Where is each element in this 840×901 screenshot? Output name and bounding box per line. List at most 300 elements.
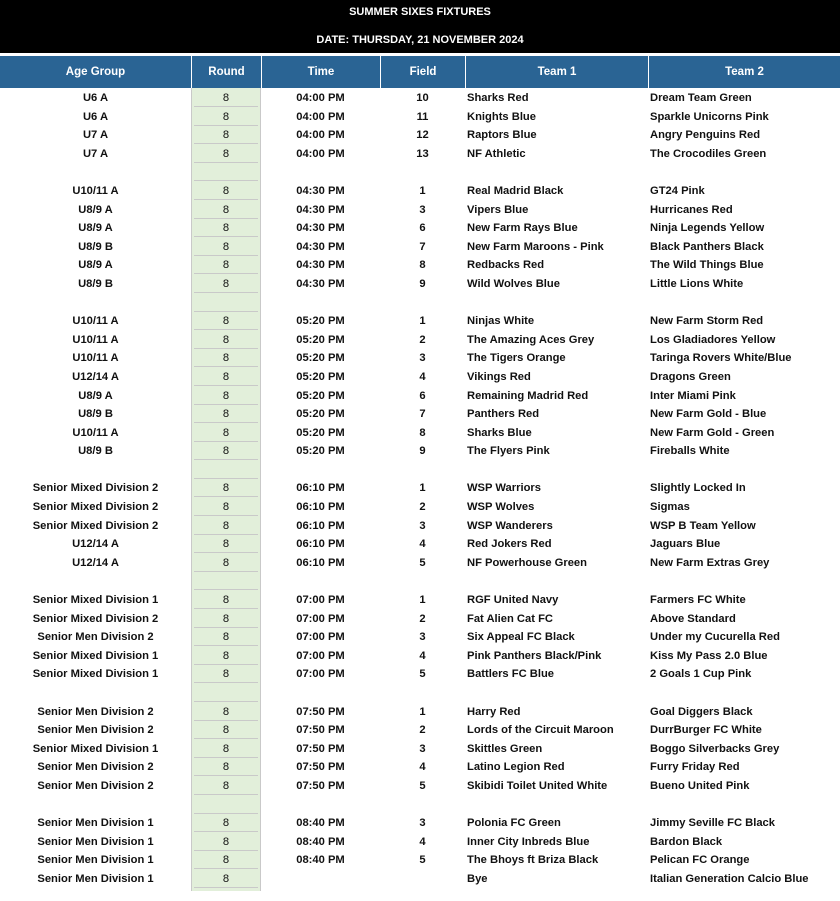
age-group-cell[interactable] [0, 294, 191, 313]
age-group-cell[interactable]: U12/14 A [72, 538, 119, 551]
age-group-cell[interactable] [0, 684, 191, 703]
field-cell[interactable]: 3 [419, 203, 426, 216]
time-cell[interactable]: 04:30 PM [296, 259, 345, 272]
time-cell[interactable] [261, 294, 380, 313]
team-2-cell[interactable]: WSP B Team Yellow [650, 519, 756, 532]
round-cell[interactable] [191, 145, 261, 164]
age-group-cell[interactable]: Senior Men Division 1 [37, 817, 154, 830]
field-cell[interactable]: 10 [416, 92, 429, 104]
team-2-cell[interactable]: The Crocodiles Green [650, 147, 767, 160]
round-cell[interactable] [191, 424, 261, 443]
field-cell[interactable]: 1 [419, 594, 426, 607]
team-1-cell[interactable]: WSP Wanderers [467, 519, 553, 532]
field-cell[interactable]: 5 [419, 779, 426, 792]
header-team-2[interactable]: Team 2 [648, 56, 840, 88]
time-cell[interactable]: 06:10 PM [296, 482, 345, 495]
team-1-cell[interactable]: Latino Legion Red [467, 761, 565, 774]
round-cell[interactable] [191, 591, 261, 610]
field-cell[interactable]: 11 [416, 110, 429, 123]
team-2-cell[interactable]: 2 Goals 1 Cup Pink [650, 668, 752, 681]
age-group-cell[interactable]: U10/11 A [72, 352, 119, 365]
team-1-cell[interactable]: Real Madrid Black [467, 184, 564, 197]
time-cell[interactable]: 08:40 PM [296, 854, 345, 867]
team-1-cell[interactable]: Vikings Red [467, 370, 531, 383]
round-cell[interactable] [191, 554, 261, 573]
field-cell[interactable] [380, 870, 465, 889]
team-2-cell[interactable]: Goal Diggers Black [650, 705, 753, 718]
field-cell[interactable]: 1 [419, 184, 426, 197]
field-cell[interactable]: 2 [419, 612, 426, 625]
team-2-cell[interactable]: Ninja Legends Yellow [650, 222, 765, 235]
time-cell[interactable]: 07:50 PM [296, 761, 345, 774]
round-cell[interactable] [191, 814, 261, 833]
round-cell[interactable] [191, 610, 261, 629]
round-value: 8 [194, 535, 258, 553]
time-cell[interactable]: 04:30 PM [296, 203, 345, 216]
age-group-cell[interactable]: U8/9 B [78, 277, 113, 290]
time-cell[interactable]: 07:50 PM [296, 705, 345, 718]
age-group-cell[interactable] [0, 163, 191, 182]
table-row [0, 851, 840, 870]
round-cell[interactable] [191, 703, 261, 722]
table-row [0, 870, 840, 889]
team-2-cell[interactable]: Furry Friday Red [650, 761, 740, 774]
age-group-cell[interactable]: U8/9 A [78, 203, 113, 216]
round-cell[interactable] [191, 833, 261, 852]
team-2-cell[interactable]: Angry Penguins Red [650, 129, 761, 142]
age-group-cell[interactable]: Senior Men Division 1 [37, 872, 154, 885]
age-group-cell[interactable]: Senior Men Division 1 [37, 835, 154, 848]
round-value: 8 [194, 610, 258, 628]
time-cell[interactable] [261, 163, 380, 182]
team-1-cell[interactable]: Red Jokers Red [467, 538, 552, 551]
time-cell[interactable]: 05:20 PM [296, 315, 345, 328]
team-1-cell[interactable]: NF Powerhouse Green [467, 556, 587, 569]
team-2-cell[interactable]: Kiss My Pass 2.0 Blue [650, 649, 768, 662]
team-1-cell[interactable]: Knights Blue [467, 110, 536, 123]
team-1-cell[interactable]: Skittles Green [467, 742, 543, 755]
field-cell[interactable]: 3 [419, 817, 426, 830]
round-cell[interactable] [191, 349, 261, 368]
field-cell[interactable]: 3 [419, 352, 426, 365]
team-1-cell[interactable]: Raptors Blue [467, 129, 537, 142]
field-cell[interactable]: 13 [416, 147, 429, 160]
team-2-cell[interactable]: DurrBurger FC White [650, 724, 762, 737]
field-cell[interactable]: 9 [419, 445, 426, 458]
time-cell[interactable]: 07:50 PM [296, 779, 345, 792]
age-group-cell[interactable]: U8/9 B [78, 445, 113, 458]
header-time[interactable]: Time [261, 56, 380, 88]
team-1-cell[interactable]: Sharks Red [467, 92, 529, 104]
table-row [0, 182, 840, 201]
age-group-cell[interactable]: U8/9 A [78, 222, 113, 235]
time-cell[interactable]: 05:20 PM [296, 408, 345, 421]
round-cell[interactable] [191, 256, 261, 275]
team-2-cell[interactable]: Los Gladiadores Yellow [650, 333, 776, 346]
team-2-cell[interactable]: Bueno United Pink [650, 779, 750, 792]
age-group-cell[interactable]: U10/11 A [72, 333, 119, 346]
age-group-cell[interactable]: U6 A [82, 92, 109, 104]
age-group-cell[interactable]: U7 A [82, 147, 109, 160]
round-value: 8 [194, 201, 258, 219]
round-cell[interactable] [191, 312, 261, 331]
team-2-cell[interactable]: Pelican FC Orange [650, 854, 750, 867]
team-1-cell[interactable]: The Flyers Pink [467, 445, 550, 458]
time-cell[interactable]: 05:20 PM [296, 370, 345, 383]
time-cell[interactable]: 06:10 PM [296, 556, 345, 569]
team-1-cell[interactable]: New Farm Maroons - Pink [467, 240, 604, 253]
age-group-cell[interactable]: Senior Mixed Division 1 [32, 649, 159, 662]
round-value [194, 796, 258, 814]
field-cell[interactable]: 3 [419, 519, 426, 532]
age-group-cell[interactable]: U8/9 A [78, 389, 113, 402]
team-2-cell[interactable]: Jaguars Blue [650, 538, 721, 551]
age-group-cell[interactable]: U8/9 A [78, 259, 113, 272]
table-row [0, 256, 840, 275]
round-value: 8 [194, 665, 258, 683]
field-cell[interactable]: 4 [419, 649, 426, 662]
round-cell[interactable] [191, 479, 261, 498]
team-2-cell[interactable]: Boggo Silverbacks Grey [650, 742, 780, 755]
field-cell[interactable]: 8 [419, 426, 426, 439]
field-cell[interactable]: 2 [419, 333, 426, 346]
round-value: 8 [194, 647, 258, 665]
table-row [0, 665, 840, 684]
round-value: 8 [194, 145, 258, 163]
team-2-cell[interactable]: Farmers FC White [650, 594, 746, 607]
team-2-cell[interactable]: GT24 Pink [650, 184, 705, 197]
time-cell[interactable]: 07:50 PM [296, 742, 345, 755]
time-cell[interactable]: 04:30 PM [296, 240, 345, 253]
round-value: 8 [194, 703, 258, 721]
time-cell[interactable] [261, 461, 380, 480]
round-value: 8 [194, 758, 258, 776]
field-cell[interactable]: 2 [419, 501, 426, 514]
team-2-cell[interactable]: Black Panthers Black [650, 240, 764, 253]
team-1-cell[interactable]: Wild Wolves Blue [467, 277, 560, 290]
round-value: 8 [194, 331, 258, 349]
team-1-cell[interactable]: Skibidi Toilet United White [467, 779, 608, 792]
team-2-cell[interactable]: New Farm Gold - Green [650, 426, 775, 439]
round-value: 8 [194, 349, 258, 367]
team-2-cell[interactable]: New Farm Storm Red [650, 315, 764, 328]
time-cell[interactable] [261, 870, 380, 889]
round-value: 8 [194, 870, 258, 888]
team-2-cell[interactable]: Little Lions White [650, 277, 744, 290]
age-group-cell[interactable]: U10/11 A [72, 426, 119, 439]
round-cell[interactable] [191, 535, 261, 554]
time-cell[interactable]: 05:20 PM [296, 389, 345, 402]
time-cell[interactable]: 04:00 PM [296, 92, 345, 104]
time-cell[interactable]: 06:10 PM [296, 519, 345, 532]
age-group-cell[interactable]: U10/11 A [72, 184, 119, 197]
field-cell[interactable] [380, 461, 465, 480]
round-cell[interactable] [191, 238, 261, 257]
team-1-cell[interactable]: New Farm Rays Blue [467, 222, 578, 235]
field-cell[interactable] [380, 163, 465, 182]
spacer-row [0, 294, 840, 313]
round-value: 8 [194, 833, 258, 851]
time-cell[interactable]: 06:10 PM [296, 538, 345, 551]
time-cell[interactable]: 05:20 PM [296, 445, 345, 458]
time-cell[interactable]: 04:30 PM [296, 277, 345, 290]
team-1-cell[interactable]: Pink Panthers Black/Pink [467, 649, 602, 662]
round-cell[interactable] [191, 665, 261, 684]
round-cell[interactable] [191, 108, 261, 127]
team-1-cell[interactable]: Inner City Inbreds Blue [467, 835, 590, 848]
team-1-cell[interactable]: Fat Alien Cat FC [467, 612, 553, 625]
table-row [0, 368, 840, 387]
time-cell[interactable] [261, 572, 380, 591]
team-2-cell[interactable]: New Farm Gold - Blue [650, 408, 767, 421]
field-cell[interactable]: 12 [416, 129, 429, 142]
team-1-cell[interactable]: Ninjas White [467, 315, 535, 328]
team-2-cell[interactable]: Bardon Black [650, 835, 723, 848]
team-1-cell[interactable]: Remaining Madrid Red [467, 389, 589, 402]
field-cell[interactable]: 5 [419, 668, 426, 681]
round-cell[interactable] [191, 387, 261, 406]
round-value [194, 163, 258, 181]
round-cell[interactable] [191, 182, 261, 201]
table-row [0, 126, 840, 145]
field-cell[interactable]: 1 [419, 482, 426, 495]
round-cell[interactable] [191, 721, 261, 740]
time-cell[interactable]: 04:00 PM [296, 110, 345, 123]
header-round[interactable]: Round [191, 56, 261, 88]
time-cell[interactable]: 04:30 PM [296, 222, 345, 235]
age-group-cell[interactable]: U8/9 B [78, 240, 113, 253]
spacer-row [0, 572, 840, 591]
table-row [0, 312, 840, 331]
round-cell[interactable] [191, 405, 261, 424]
round-cell[interactable] [191, 498, 261, 517]
age-group-cell[interactable]: Senior Men Division 2 [37, 631, 154, 644]
time-cell[interactable]: 04:00 PM [296, 129, 345, 142]
round-cell[interactable] [191, 275, 261, 294]
age-group-cell[interactable]: U12/14 A [72, 556, 119, 569]
table-row [0, 703, 840, 722]
time-cell[interactable] [261, 796, 380, 815]
age-group-cell[interactable]: Senior Men Division 2 [37, 761, 154, 774]
team-2-cell[interactable]: Sparkle Unicorns Pink [650, 110, 769, 123]
field-cell[interactable]: 5 [419, 854, 426, 867]
table-row [0, 647, 840, 666]
time-cell[interactable]: 05:20 PM [296, 426, 345, 439]
team-2-cell[interactable]: Taringa Rovers White/Blue [650, 352, 792, 365]
field-cell[interactable]: 1 [419, 315, 426, 328]
round-value: 8 [194, 721, 258, 739]
round-cell[interactable] [191, 647, 261, 666]
round-cell[interactable] [191, 758, 261, 777]
round-cell[interactable] [191, 684, 261, 703]
round-cell[interactable] [191, 572, 261, 591]
time-cell[interactable]: 05:20 PM [296, 352, 345, 365]
round-cell[interactable] [191, 740, 261, 759]
field-cell[interactable]: 8 [419, 259, 426, 272]
team-1-cell[interactable]: Sharks Blue [467, 426, 532, 439]
age-group-cell[interactable]: Senior Men Division 2 [37, 779, 154, 792]
team-1-cell[interactable]: Vipers Blue [467, 203, 529, 216]
time-cell[interactable]: 04:00 PM [296, 147, 345, 160]
field-cell[interactable]: 4 [419, 538, 426, 551]
age-group-cell[interactable]: Senior Mixed Division 2 [32, 519, 159, 532]
field-cell[interactable]: 2 [419, 724, 426, 737]
field-cell[interactable]: 1 [419, 705, 426, 718]
round-cell[interactable] [191, 796, 261, 815]
team-1-cell[interactable]: Polonia FC Green [467, 817, 561, 830]
round-cell[interactable] [191, 870, 261, 889]
team-1-cell[interactable]: Redbacks Red [467, 259, 545, 272]
round-cell[interactable] [191, 368, 261, 387]
table-row [0, 331, 840, 350]
table-row [0, 349, 840, 368]
round-cell[interactable] [191, 294, 261, 313]
field-cell[interactable]: 4 [419, 835, 426, 848]
round-cell[interactable] [191, 461, 261, 480]
team-2-cell[interactable]: New Farm Extras Grey [650, 556, 770, 569]
field-cell[interactable]: 3 [419, 742, 426, 755]
team-2-cell[interactable]: Hurricanes Red [650, 203, 733, 216]
round-value: 8 [194, 405, 258, 423]
round-value: 8 [194, 89, 258, 107]
header-field[interactable]: Field [380, 56, 465, 88]
round-cell[interactable] [191, 851, 261, 870]
field-cell[interactable] [380, 684, 465, 703]
age-group-cell[interactable]: Senior Mixed Division 2 [32, 482, 159, 495]
round-value: 8 [194, 238, 258, 256]
team-2-cell[interactable]: Under my Cucurella Red [650, 631, 780, 644]
age-group-cell[interactable]: Senior Mixed Division 1 [32, 742, 159, 755]
round-cell[interactable] [191, 331, 261, 350]
field-cell[interactable]: 7 [419, 408, 426, 421]
field-cell[interactable]: 4 [419, 761, 426, 774]
age-group-cell[interactable]: U7 A [82, 129, 109, 142]
team-2-cell[interactable]: Fireballs White [650, 445, 730, 458]
age-group-cell[interactable]: U10/11 A [72, 315, 119, 328]
team-2-cell[interactable]: Slightly Locked In [650, 482, 746, 495]
age-group-cell[interactable]: Senior Mixed Division 1 [32, 594, 159, 607]
round-cell[interactable] [191, 126, 261, 145]
age-group-cell[interactable]: U6 A [82, 110, 109, 123]
team-2-cell[interactable]: Inter Miami Pink [650, 389, 736, 402]
table-row [0, 498, 840, 517]
team-2-cell[interactable]: Dragons Green [650, 370, 731, 383]
time-cell[interactable] [261, 684, 380, 703]
age-group-cell[interactable]: Senior Men Division 2 [37, 724, 154, 737]
time-cell[interactable]: 07:00 PM [296, 612, 345, 625]
table-row [0, 387, 840, 406]
time-cell[interactable]: 08:40 PM [296, 817, 345, 830]
field-cell[interactable]: 4 [419, 370, 426, 383]
field-cell[interactable]: 3 [419, 631, 426, 644]
team-2-cell[interactable]: Above Standard [650, 612, 736, 625]
round-value: 8 [194, 591, 258, 609]
team-1-cell[interactable]: The Bhoys ft Briza Black [467, 854, 599, 867]
table-row [0, 442, 840, 461]
round-cell[interactable] [191, 219, 261, 238]
field-cell[interactable]: 6 [419, 389, 426, 402]
age-group-cell[interactable]: Senior Men Division 2 [37, 705, 154, 718]
team-2-cell[interactable]: Italian Generation Calcio Blue [650, 872, 809, 885]
team-1-cell[interactable]: Six Appeal FC Black [467, 631, 575, 644]
table-row [0, 219, 840, 238]
team-2-cell[interactable]: Dream Team Green [650, 92, 752, 104]
team-1-cell[interactable]: The Amazing Aces Grey [467, 333, 595, 346]
header-team-1[interactable]: Team 1 [465, 56, 648, 88]
field-cell[interactable]: 6 [419, 222, 426, 235]
spacer-row [0, 163, 840, 182]
table-row [0, 424, 840, 443]
team-1-cell[interactable]: NF Athletic [467, 147, 526, 160]
field-cell[interactable]: 9 [419, 277, 426, 290]
time-cell[interactable]: 07:00 PM [296, 668, 345, 681]
round-value: 8 [194, 312, 258, 330]
round-cell[interactable] [191, 163, 261, 182]
age-group-cell[interactable] [0, 461, 191, 480]
time-cell[interactable]: 07:00 PM [296, 594, 345, 607]
round-value [194, 294, 258, 312]
age-group-cell[interactable] [0, 796, 191, 815]
time-cell[interactable]: 07:00 PM [296, 631, 345, 644]
round-cell[interactable] [191, 89, 261, 108]
time-cell[interactable]: 07:50 PM [296, 724, 345, 737]
age-group-cell[interactable]: Senior Mixed Division 2 [32, 612, 159, 625]
team-1-cell[interactable]: Bye [467, 872, 488, 885]
team-2-cell[interactable]: The Wild Things Blue [650, 259, 764, 272]
field-cell[interactable] [380, 572, 465, 591]
field-cell[interactable] [380, 796, 465, 815]
field-cell[interactable]: 5 [419, 556, 426, 569]
round-cell[interactable] [191, 442, 261, 461]
sheet-title: SUMMER SIXES FIXTURES [349, 6, 491, 18]
age-group-cell[interactable]: U8/9 B [78, 408, 113, 421]
table-row [0, 238, 840, 257]
age-group-cell[interactable] [0, 572, 191, 591]
age-group-cell[interactable]: U12/14 A [72, 370, 119, 383]
team-1-cell[interactable]: WSP Wolves [467, 501, 535, 514]
round-cell[interactable] [191, 201, 261, 220]
header-age-group[interactable]: Age Group [65, 66, 126, 78]
team-1-cell[interactable]: WSP Warriors [467, 482, 541, 495]
team-1-cell[interactable]: Battlers FC Blue [467, 668, 555, 681]
team-1-cell[interactable]: Lords of the Circuit Maroon [467, 724, 614, 737]
team-1-cell[interactable]: Panthers Red [467, 408, 540, 421]
round-value: 8 [194, 256, 258, 274]
round-cell[interactable] [191, 777, 261, 796]
time-cell[interactable]: 05:20 PM [296, 333, 345, 346]
spacer-row [0, 461, 840, 480]
team-1-cell[interactable]: The Tigers Orange [467, 352, 566, 365]
team-1-cell[interactable]: RGF United Navy [467, 594, 559, 607]
time-cell[interactable]: 07:00 PM [296, 649, 345, 662]
round-value [194, 572, 258, 590]
round-cell[interactable] [191, 628, 261, 647]
team-1-cell[interactable]: Harry Red [467, 705, 521, 718]
table-row [0, 554, 840, 573]
age-group-cell[interactable]: Senior Mixed Division 2 [32, 501, 159, 514]
team-2-cell[interactable]: Jimmy Seville FC Black [650, 817, 775, 830]
round-cell[interactable] [191, 517, 261, 536]
field-cell[interactable]: 7 [419, 240, 426, 253]
time-cell[interactable]: 06:10 PM [296, 501, 345, 514]
round-value [194, 461, 258, 479]
age-group-cell[interactable]: Senior Men Division 1 [37, 854, 154, 867]
time-cell[interactable]: 08:40 PM [296, 835, 345, 848]
time-cell[interactable]: 04:30 PM [296, 184, 345, 197]
field-cell[interactable] [380, 294, 465, 313]
age-group-cell[interactable]: Senior Mixed Division 1 [32, 668, 159, 681]
team-2-cell[interactable]: Sigmas [650, 501, 690, 514]
